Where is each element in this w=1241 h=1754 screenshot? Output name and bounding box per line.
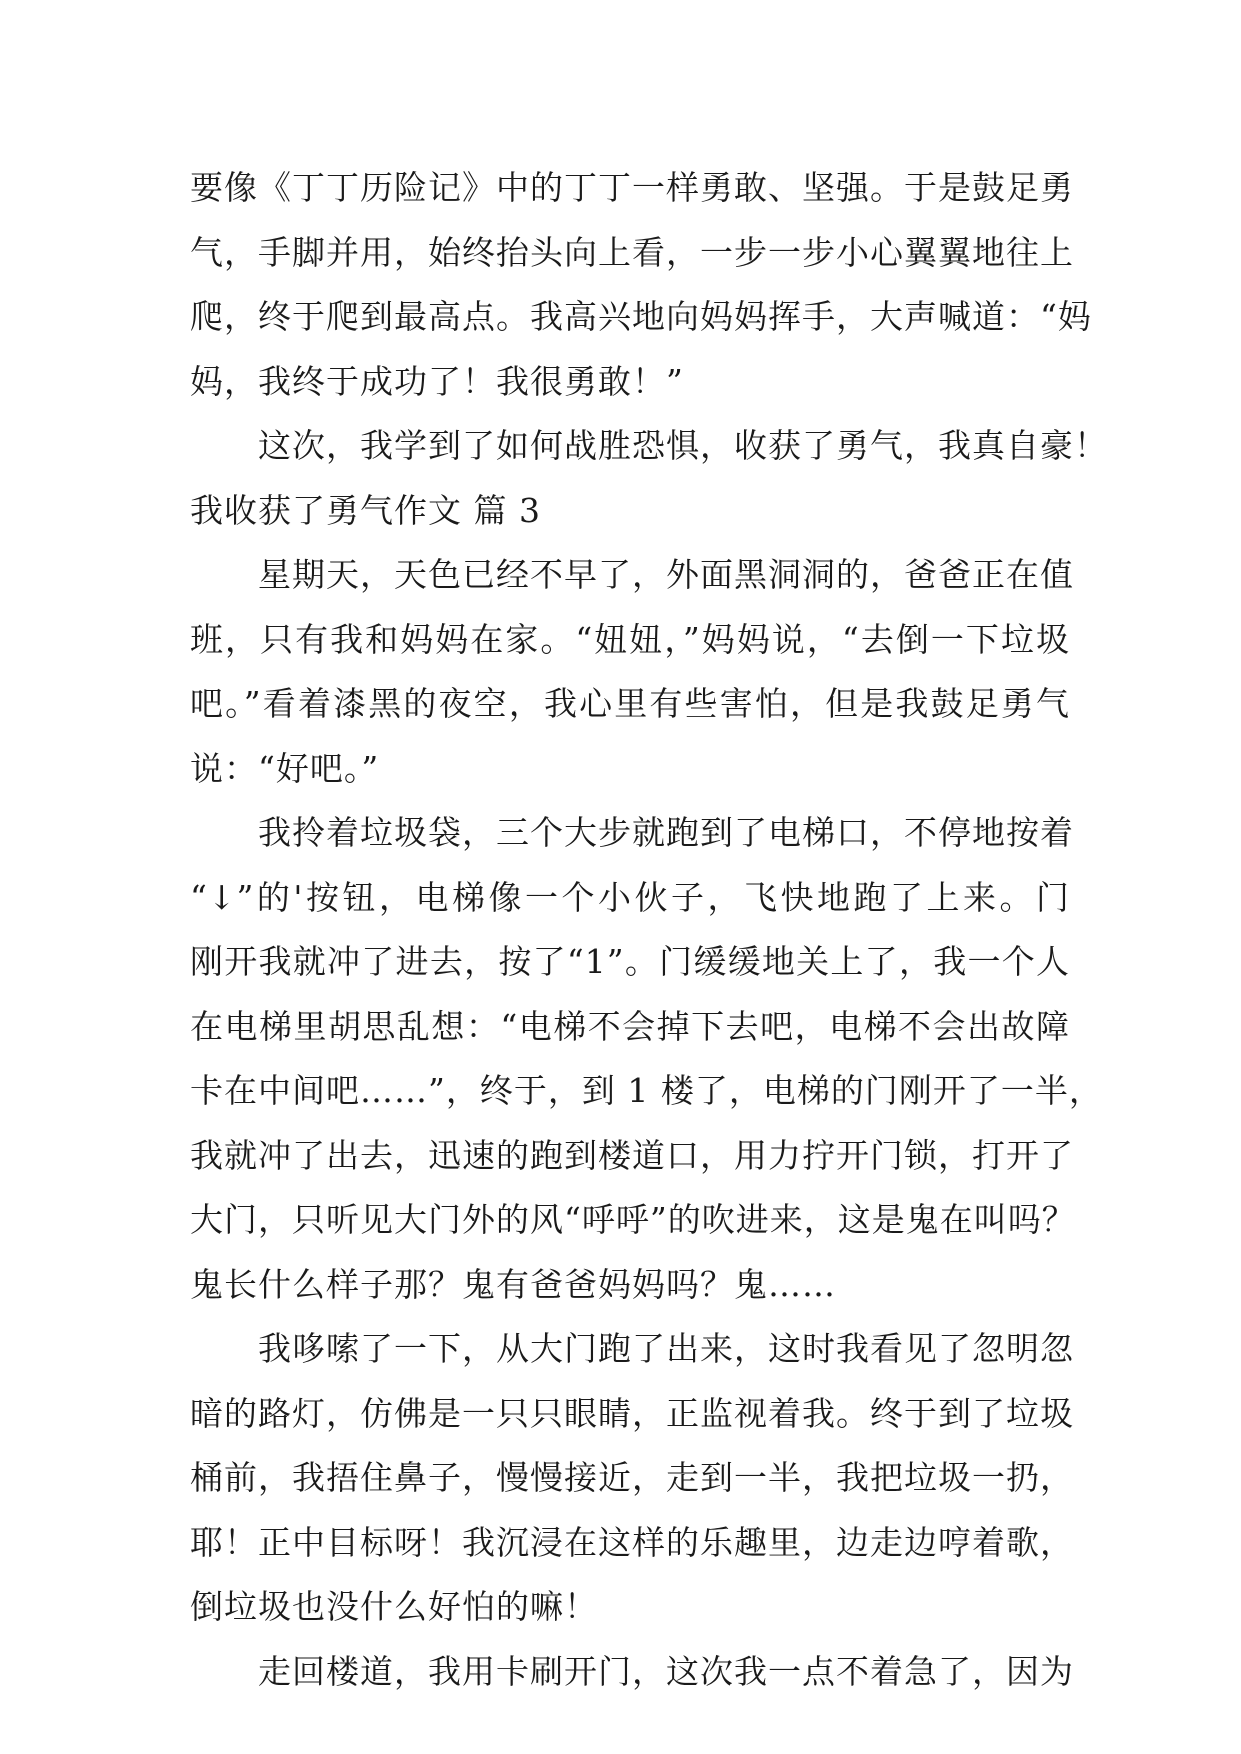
text-line: 我拎着垃圾袋，三个大步就跑到了电梯口，不停地按着 xyxy=(258,813,1074,852)
text-line: 我哆嗦了一下，从大门跑了出来，这时我看见了忽明忽 xyxy=(258,1329,1074,1368)
text-line: 走回楼道，我用卡刷开门，这次我一点不着急了，因为 xyxy=(258,1651,1074,1691)
document-body xyxy=(190,156,1108,1704)
text-line: 说：“好吧。” xyxy=(190,748,380,788)
text-line: 卡在中间吧……”，终于，到 1 楼了，电梯的门刚开了一半， xyxy=(190,1071,1103,1110)
text-line: 我收获了勇气作文 篇 3 xyxy=(190,490,541,530)
text-line: 吧。”看着漆黑的夜空，我心里有些害怕，但是我鼓足勇气 xyxy=(190,684,1070,723)
text-line: 我就冲了出去，迅速的跑到楼道口，用力拧开门锁，打开了 xyxy=(190,1135,1074,1175)
text-line: 在电梯里胡思乱想：“电梯不会掉下去吧，电梯不会出故障 xyxy=(190,1006,1070,1046)
text-line: “↓”的'按钮，电梯像一个小伙子，飞快地跑了上来。门 xyxy=(190,877,1070,917)
text-line: 要像《丁丁历险记》中的丁丁一样勇敢、坚强。于是鼓足勇 xyxy=(190,168,1074,207)
text-line: 倒垃圾也没什么好怕的嘛！ xyxy=(190,1587,598,1626)
text-line: 暗的路灯，仿佛是一只只眼睛，正监视着我。终于到了垃圾 xyxy=(190,1393,1074,1433)
text-line: 这次，我学到了如何战胜恐惧，收获了勇气，我真自豪！ xyxy=(258,426,1108,465)
text-line: 刚开我就冲了进去，按了“1”。门缓缓地关上了，我一个人 xyxy=(190,942,1070,981)
text-line: 爬，终于爬到最高点。我高兴地向妈妈挥手，大声喊道：“妈 xyxy=(190,297,1092,336)
text-line: 大门，只听见大门外的风“呼呼”的吹进来，这是鬼在叫吗？ xyxy=(190,1200,1076,1239)
text-line: 星期天，天色已经不早了，外面黑洞洞的，爸爸正在值 xyxy=(258,555,1074,594)
text-line: 妈，我终于成功了！我很勇敢！” xyxy=(190,361,684,401)
text-line: 气，手脚并用，始终抬头向上看，一步一步小心翼翼地往上 xyxy=(190,232,1074,272)
text-line: 桶前，我捂住鼻子，慢慢接近，走到一半，我把垃圾一扔， xyxy=(190,1458,1074,1497)
text-line: 鬼长什么样子那？鬼有爸爸妈妈吗？鬼…… xyxy=(190,1264,836,1304)
text-line: 耶！正中目标呀！我沉浸在这样的乐趣里，边走边哼着歌， xyxy=(190,1522,1074,1562)
text-line: 班，只有我和妈妈在家。“妞妞，”妈妈说，“去倒一下垃圾 xyxy=(190,619,1070,659)
